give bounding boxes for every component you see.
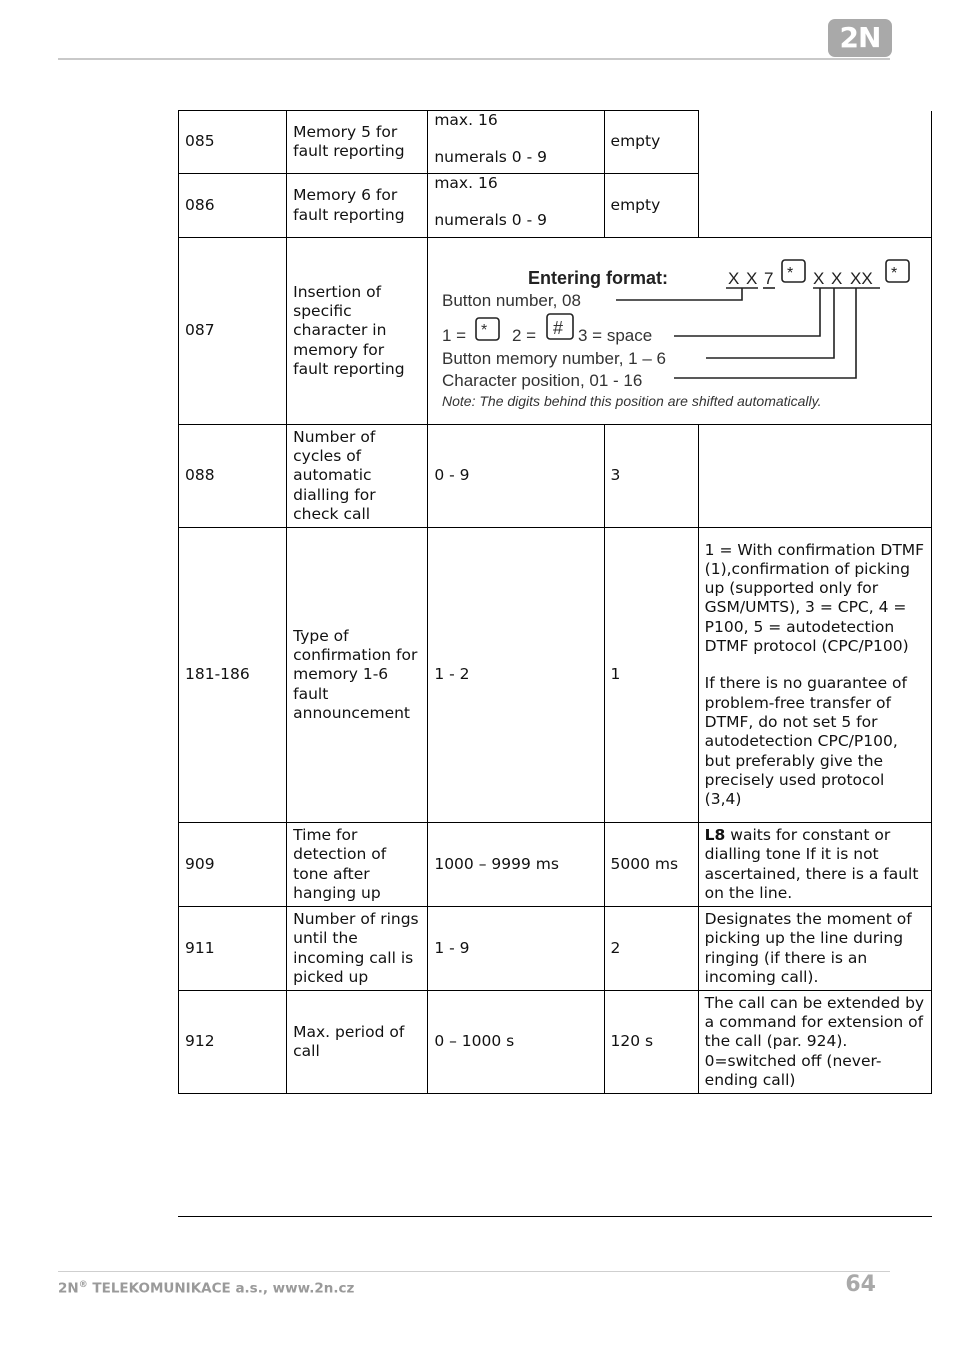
line-gap: [705, 656, 925, 674]
figure-line-keys: 2 =: [512, 326, 537, 345]
footer-rule: [58, 1271, 890, 1272]
table-row: [179, 907, 932, 991]
param-code: 181-186: [179, 528, 287, 823]
param-name: Max. period of call: [287, 991, 428, 1094]
company-logo: 2N: [828, 19, 892, 57]
footer-company-name: 2N: [58, 1280, 79, 1297]
param-name: Memory 6 for fault reporting: [287, 174, 428, 238]
hash-key-icon: #: [553, 318, 564, 338]
parameter-table: [178, 110, 932, 1094]
param-code: 087: [179, 238, 287, 425]
param-range: 0 – 1000 s: [428, 991, 604, 1094]
format-char: XX: [850, 269, 874, 288]
range-line: numerals 0 - 9: [434, 211, 547, 230]
range-line: max. 16: [434, 111, 498, 129]
figure-line-keys: 3 = space: [578, 326, 653, 345]
param-default: 3: [604, 425, 698, 528]
param-code: 912: [179, 991, 287, 1094]
format-char: *: [891, 265, 898, 282]
param-range: [428, 111, 604, 174]
param-code: 911: [179, 907, 287, 991]
param-default: 5000 ms: [604, 823, 698, 907]
figure-line-keys: 1 =: [442, 326, 467, 345]
note-bold: L8: [704, 825, 726, 844]
format-char: 7: [764, 269, 774, 288]
param-note: [698, 425, 931, 528]
param-name: Time for detection of tone after hanging up: [287, 823, 428, 907]
table-row: [179, 991, 932, 1094]
section-rule: [178, 1216, 932, 1217]
param-note: [698, 528, 931, 823]
param-range: [428, 174, 604, 238]
figure-line-button: Button number, 08: [442, 291, 582, 310]
footer-company: [58, 1280, 354, 1297]
param-range: 1 - 9: [428, 907, 604, 991]
note-text: waits for constant or dialling tone If it is not ascertained, there is a fault on the line.: [704, 825, 919, 902]
table-row: [179, 425, 932, 528]
param-note: [698, 111, 931, 174]
figure-title: Entering format:: [528, 268, 669, 288]
param-note: The call can be extended by a command for extension of the call (par. 924). 0=switched off (never-ending call): [698, 991, 931, 1094]
param-note: [698, 823, 931, 907]
format-char: *: [787, 265, 794, 282]
page-number: 64: [845, 1272, 876, 1297]
footer-company-rest: TELEKOMUNIKACE a.s., www.2n.cz: [87, 1280, 355, 1297]
param-name: Number of cycles of automatic dialling for check call: [287, 425, 428, 528]
param-name: Number of rings until the incoming call is picked up: [287, 907, 428, 991]
figure-line-memory: Button memory number, 1 – 6: [442, 349, 667, 368]
param-range: 0 - 9: [428, 425, 604, 528]
format-char: X: [746, 269, 758, 288]
param-code: 086: [179, 174, 287, 238]
table-row: [179, 823, 932, 907]
table-row: [179, 528, 932, 823]
entering-format-figure: [428, 238, 932, 425]
param-default: empty: [604, 111, 698, 174]
line-gap: [434, 130, 597, 148]
param-default: 1: [604, 528, 698, 823]
range-line: numerals 0 - 9: [434, 148, 547, 167]
param-code: 909: [179, 823, 287, 907]
param-range: 1000 – 9999 ms: [428, 823, 604, 907]
format-char: X: [728, 269, 740, 288]
note-paragraph: If there is no guarantee of problem-free transfer of DTMF, do not set 5 for autodetection CPC/P100, but preferably give the precisely used protocol (3,4): [704, 674, 907, 809]
header-rule: [58, 58, 890, 60]
note-paragraph: 1 = With confirmation DTMF (1),confirmation of picking up (supported only for GSM/UMTS), 3 = CPC, 4 = P100, 5 = autodetection DTMF protocol (CPC/P100): [704, 540, 925, 656]
format-figure-cell: [428, 238, 932, 425]
param-note: Designates the moment of picking up the line during ringing (if there is an incoming call).: [698, 907, 931, 991]
param-default: empty: [604, 174, 698, 238]
figure-note: Note: The digits behind this position are shifted automatically.: [442, 393, 822, 409]
line-gap: [434, 193, 597, 211]
figure-line-position: Character position, 01 - 16: [442, 371, 643, 390]
param-default: 2: [604, 907, 698, 991]
param-code: 088: [179, 425, 287, 528]
param-code: 085: [179, 111, 287, 174]
table-row: [179, 238, 932, 425]
range-line: max. 16: [434, 174, 498, 192]
param-name: Insertion of specific character in memory for fault reporting: [287, 238, 428, 425]
param-range: 1 - 2: [428, 528, 604, 823]
param-note: [698, 174, 931, 238]
table-row: [179, 174, 932, 238]
registered-mark: ®: [78, 1280, 88, 1290]
format-char: X: [813, 269, 825, 288]
param-name: Type of confirmation for memory 1-6 fault announcement: [287, 528, 428, 823]
table-row: [179, 111, 932, 174]
format-char: X: [831, 269, 843, 288]
star-key-icon: *: [481, 322, 488, 339]
param-default: 120 s: [604, 991, 698, 1094]
param-name: Memory 5 for fault reporting: [287, 111, 428, 174]
